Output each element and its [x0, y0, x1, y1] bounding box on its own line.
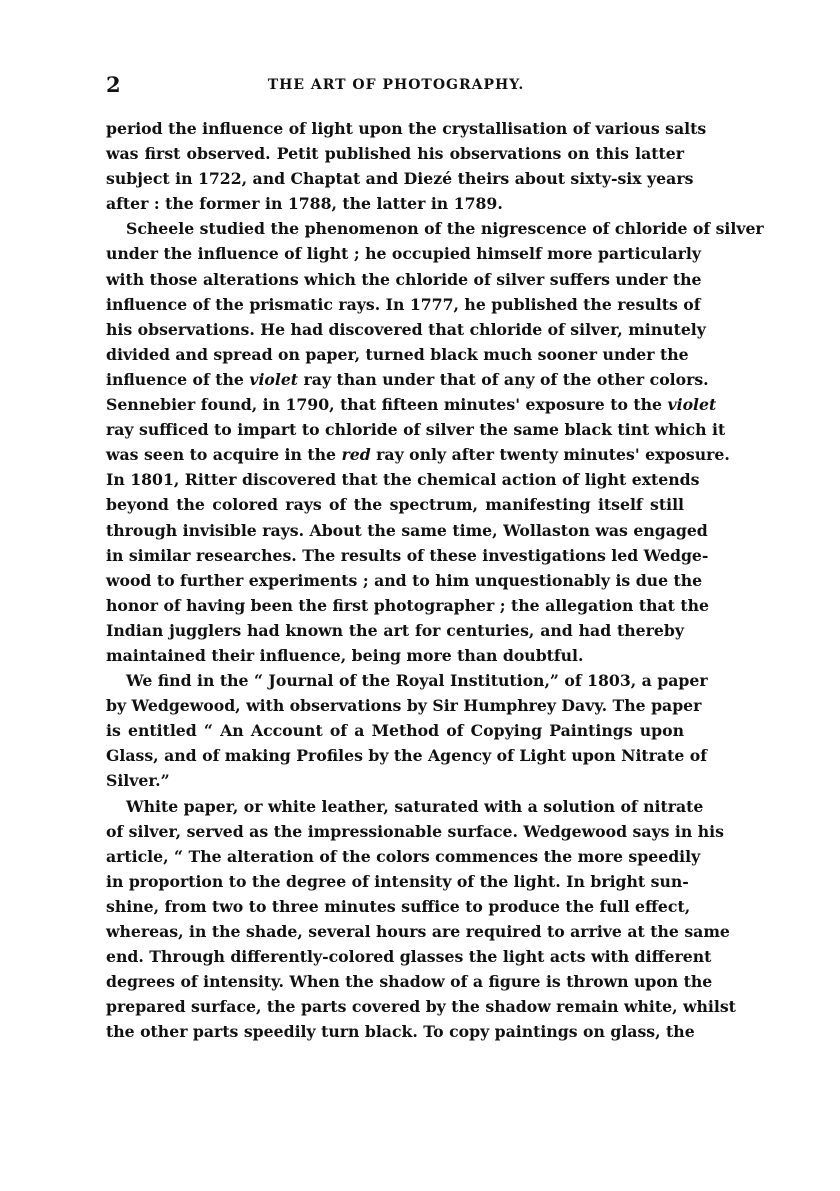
text-line: whereas, in the shade, several hours are required to arrive at the same [106, 922, 730, 941]
text-line: In 1801, Ritter discovered that the chemical action of light extends [106, 470, 700, 490]
text-line: in proportion to the degree of intensity of the light. In bright sun- [106, 871, 689, 891]
text-line: Silver.” [106, 771, 170, 791]
text-line: Scheele studied the phenomenon of the nigrescence of chloride of silver [126, 219, 764, 239]
running-head [106, 72, 686, 102]
running-title: THE ART OF PHOTOGRAPHY. [267, 77, 525, 93]
body-text [106, 116, 764, 1044]
text-line: end. Through differently-colored glasses the light acts with different [106, 947, 712, 967]
text-line: influence of the violet ray than under that of any of the other colors. [106, 369, 709, 389]
text-line: prepared surface, the parts covered by the shadow remain white, whilst [106, 997, 736, 1017]
text-line: We find in the “ Journal of the Royal Institution,” of 1803, a paper [126, 671, 708, 691]
text-line: his observations. He had discovered that chloride of silver, minutely [106, 319, 706, 339]
text-line: after : the former in 1788, the latter in 1789. [106, 194, 503, 214]
text-line: honor of having been the first photographer ; the allegation that the [106, 595, 709, 615]
text-line: Indian jugglers had known the art for centuries, and had thereby [106, 620, 684, 640]
text-line: through invisible rays. About the same time, Wollaston was engaged [106, 520, 708, 540]
text-line: divided and spread on paper, turned black much sooner under the [106, 344, 689, 364]
text-line: period the influence of light upon the crystallisation of various salts [106, 119, 707, 138]
text-line: by Wedgewood, with observations by Sir Humphrey Davy. The paper [106, 696, 702, 716]
text-line: article, “ The alteration of the colors commences the more speedily [106, 846, 701, 866]
text-line: wood to further experiments ; and to him unquestionably is due the [106, 570, 703, 590]
text-line: subject in 1722, and Chaptat and Diezé theirs about sixty-six years [106, 169, 694, 189]
text-line: White paper, or white leather, saturated with a solution of nitrate [126, 796, 704, 816]
text-line: was seen to acquire in the red ray only after twenty minutes' exposure. [106, 445, 730, 465]
text-line: influence of the prismatic rays. In 1777, he published the results of [106, 294, 701, 314]
text-line: Glass, and of making Profiles by the Agency of Light upon Nitrate of [106, 746, 707, 766]
page-number: 2 [106, 72, 121, 97]
text-line: beyond the colored rays of the spectrum, manifesting itself still [106, 495, 684, 515]
text-line: in similar researches. The results of these investigations led Wedge- [106, 545, 709, 565]
text-line: of silver, served as the impressionable surface. Wedgewood says in his [106, 821, 724, 841]
text-line: was first observed. Petit published his observations on this latter [106, 144, 684, 164]
text-line: shine, from two to three minutes suffice to produce the full effect, [106, 896, 691, 916]
text-line: ray sufficed to impart to chloride of silver the same black tint which it [106, 420, 726, 440]
text-line: maintained their influence, being more than doubtful. [106, 645, 584, 665]
text-line: under the influence of light ; he occupied himself more particularly [106, 244, 701, 264]
text-line: Sennebier found, in 1790, that fifteen minutes' exposure to the violet [106, 395, 717, 415]
text-line: with those alterations which the chloride of silver suffers under the [106, 269, 702, 289]
text-line: degrees of intensity. When the shadow of a figure is thrown upon the [106, 972, 713, 992]
text-line: the other parts speedily turn black. To copy paintings on glass, the [106, 1022, 695, 1042]
text-line: is entitled “ An Account of a Method of Copying Paintings upon [106, 721, 684, 741]
